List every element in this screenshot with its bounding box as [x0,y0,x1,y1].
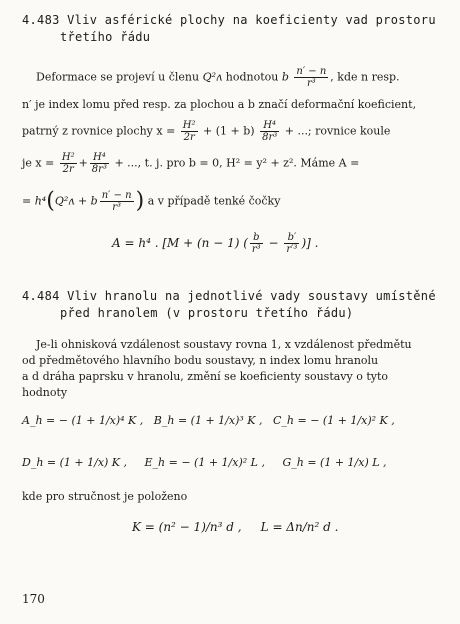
frac-den: r³ [112,202,122,213]
heading-484-line2: před hranolem (v prostoru třetího řádu) [60,306,354,320]
frac-den: 2r [62,164,74,175]
coef-A-h: A_h = − (1 + 1/x)⁴ K , [22,414,144,427]
paragraph-483-line1 [36,66,452,89]
page-number: 170 [22,592,45,606]
coefficient-row-2 [22,448,387,478]
frac-den: 8r³ [91,164,107,175]
eq-A-lead: A = h⁴ . [M + (n − 1) ( [112,236,248,250]
paragraph-484-line2: od předmětového hlavního bodu soustavy, n index lomu hranolu [22,354,379,367]
section-heading-484 [22,288,442,322]
frac-num: H⁴ [260,120,279,132]
paragraph-484-line3: a d dráha paprsku v hranolu, změní se koeficienty soustavy o tyto [22,370,389,383]
text-fragment: Deformace se projeví u členu [36,70,203,84]
coefficient-row-1 [22,406,395,436]
eq-K: K = (n² − 1)/n³ d , [132,520,242,534]
frac-den: r³ [251,244,261,255]
frac-den: r³ [306,78,316,89]
frac-num: H⁴ [90,152,109,164]
fraction-H2-over-2r [60,152,77,175]
frac-num: b′ [284,232,299,244]
heading-484-line1: 4.484 Vliv hranolu na jednotlivé vady soustavy umístěné [22,289,436,303]
frac-den: 8r³ [262,132,278,143]
text-fragment: + ...; rovnice koule [281,124,391,138]
frac-num: H² [61,152,75,163]
paragraph-483-line5 [22,190,438,213]
paragraph-483-line4: je x = $\frac{\text{H²}}{2r}$ + $\frac{\text{H⁴}}{\text{8r³}}$ + ..., t. j. pro b = 0, H² = y² + z². Máme A = [22,152,360,175]
heading-483-line2: třetího řádu [60,30,151,44]
math-b: b [281,70,289,84]
text-fragment: hodnotou [222,70,282,84]
text-fragment: = h⁴ [22,194,47,208]
text-fragment: patrný z rovnice plochy x = [22,124,179,138]
fraction-H4-over-8r3 [90,152,109,175]
fraction-n-minus-n-over-r3 [100,190,134,213]
coef-G-h: G_h = (1 + 1/x) L , [282,456,387,469]
paragraph-484-kde: kde pro stručnost je položeno [22,490,188,503]
paragraph-483-line2: n′ je index lomu před resp. za plochou a b značí deformační koeficient, [22,98,417,111]
fraction-bp-over-r3p [284,232,299,255]
frac-num: b [250,232,263,244]
paragraph-483-line3 [22,120,438,143]
fraction-H2-over-2r [181,120,198,143]
frac-num: H² [182,120,196,131]
fraction-n-minus-n-over-r3 [294,66,328,89]
math-Q2: Q²ʌ + b [54,194,98,208]
coef-C-h: C_h = − (1 + 1/x)² K , [272,414,395,427]
frac-den: r′³ [286,244,298,255]
coef-B-h: B_h = (1 + 1/x)³ K , [153,414,263,427]
fraction-H4-over-8r3 [260,120,279,143]
paragraph-484-line1: Je-li ohnisková vzdálenost soustavy rovna 1, x vzdálenost předmětu [36,338,412,351]
frac-num: n′ − n [101,190,132,201]
paragraph-484-line4: hodnoty [22,386,68,399]
text-fragment: + ..., t. j. pro b = 0, H² = y² + z². Máme A = [110,156,360,170]
equation-A-thin-lens: A = h⁴ . [M + (n − 1) ( $\frac{b}{\text{r³}}$ − $\frac{b'}{\text{r′³}}$ )] . [112,232,319,255]
equation-K-L [132,512,338,542]
fraction-b-over-r3 [250,232,263,255]
text-fragment: je x = [22,156,58,170]
text-fragment: a v případě tenké čočky [144,194,281,208]
section-heading-483 [22,12,442,46]
text-fragment: , kde n resp. [330,70,400,84]
paren-right: ) [135,188,145,214]
coef-E-h: E_h = − (1 + 1/x)² L , [144,456,265,469]
eq-L: L = Δn/n² d . [260,520,339,534]
paren-left: ( [46,188,55,214]
heading-483-line1: 4.483 Vliv asférické plochy na koeficienty vad prostoru [22,13,436,27]
text-fragment: + (1 + b) [199,124,259,138]
coef-D-h: D_h = (1 + 1/x) K , [22,456,128,469]
math-Q2: Q²ʌ [202,70,223,84]
frac-num: n′ − n [296,66,327,77]
frac-den: 2r [183,132,195,143]
